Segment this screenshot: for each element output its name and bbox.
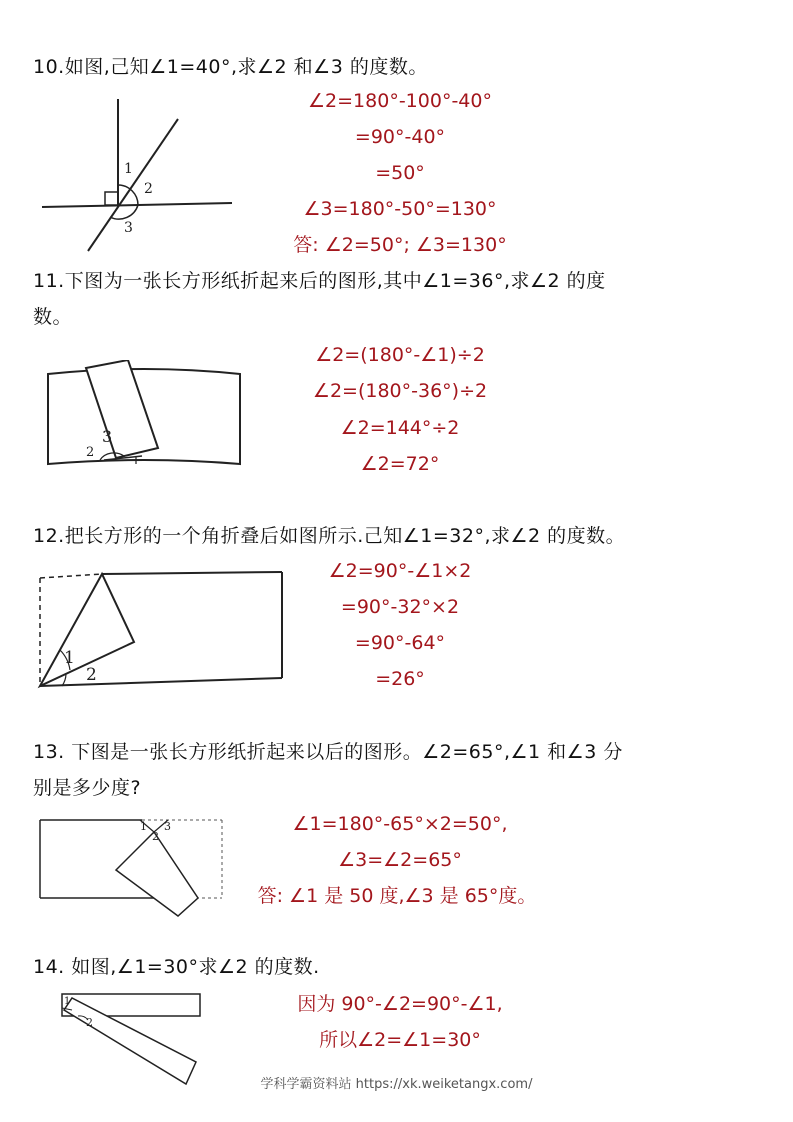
problem-12-answer-3: =90°-64° [354,632,446,654]
problem-13-answer-2: ∠3=∠2=65° [338,849,462,871]
problem-13-answer-3: 答: ∠1 是 50 度,∠3 是 65°度。 [257,885,537,907]
problem-10-answer-4: ∠3=180°-50°=130° [303,198,497,220]
problem-13-question-line-1: 13. 下图是一张长方形纸折起来以后的图形。∠2=65°,∠1 和∠3 分 [33,741,623,763]
p13-label-3: 3 [164,820,171,833]
problem-12-question: 12.把长方形的一个角折叠后如图所示.己知∠1=32°,求∠2 的度数。 [33,525,626,547]
p10-label-2: 2 [144,181,153,197]
problem-10-answer-2: =90°-40° [354,126,446,148]
problem-11-question-line-2: 数。 [33,306,73,328]
p12-label-1: 1 [64,648,75,668]
problem-11-answer-4: ∠2=72° [360,453,440,475]
problem-11-figure [44,360,244,470]
problem-14-question: 14. 如图,∠1=30°求∠2 的度数. [33,956,320,978]
p13-label-2: 2 [152,830,159,843]
problem-13-answer-1: ∠1=180°-65°×2=50°, [292,813,508,835]
p11-label-3: 3 [102,427,113,446]
problem-12-figure [36,568,286,693]
problem-11-question-line-1: 11.下图为一张长方形纸折起来后的图形,其中∠1=36°,求∠2 的度 [33,270,606,292]
p11-label-2: 2 [86,445,95,460]
p12-label-2: 2 [86,665,97,685]
problem-10-question: 10.如图,己知∠1=40°,求∠2 和∠3 的度数。 [33,56,428,78]
p14-label-2: 2 [86,1016,93,1029]
p13-label-1: 1 [140,820,147,833]
p10-label-1: 1 [124,161,133,177]
problem-10-answer-3: =50° [375,162,425,184]
p14-label-1: 1 [64,996,71,1007]
problem-14-answer-2: 所以∠2=∠1=30° [319,1029,481,1051]
problem-13-question-line-2: 别是多少度? [33,777,142,799]
problem-11-answer-2: ∠2=(180°-36°)÷2 [312,380,488,402]
problem-13-figure [36,818,226,918]
problem-14-answer-1: 因为 90°-∠2=90°-∠1, [297,993,503,1015]
problem-10-answer-1: ∠2=180°-100°-40° [308,90,492,112]
problem-10-answer-5: 答: ∠2=50°; ∠3=130° [293,234,507,256]
problem-11-answer-1: ∠2=(180°-∠1)÷2 [315,344,485,366]
problem-12-answer-4: =26° [375,668,425,690]
problem-11-answer-3: ∠2=144°÷2 [340,417,460,439]
footer-watermark: 学科学霸资料站 https://xk.weiketangx.com/ [260,1077,533,1092]
problem-12-answer-2: =90°-32°×2 [340,596,460,618]
problem-10-figure [38,95,248,260]
problem-12-answer-1: ∠2=90°-∠1×2 [328,560,472,582]
p10-label-3: 3 [124,220,133,236]
